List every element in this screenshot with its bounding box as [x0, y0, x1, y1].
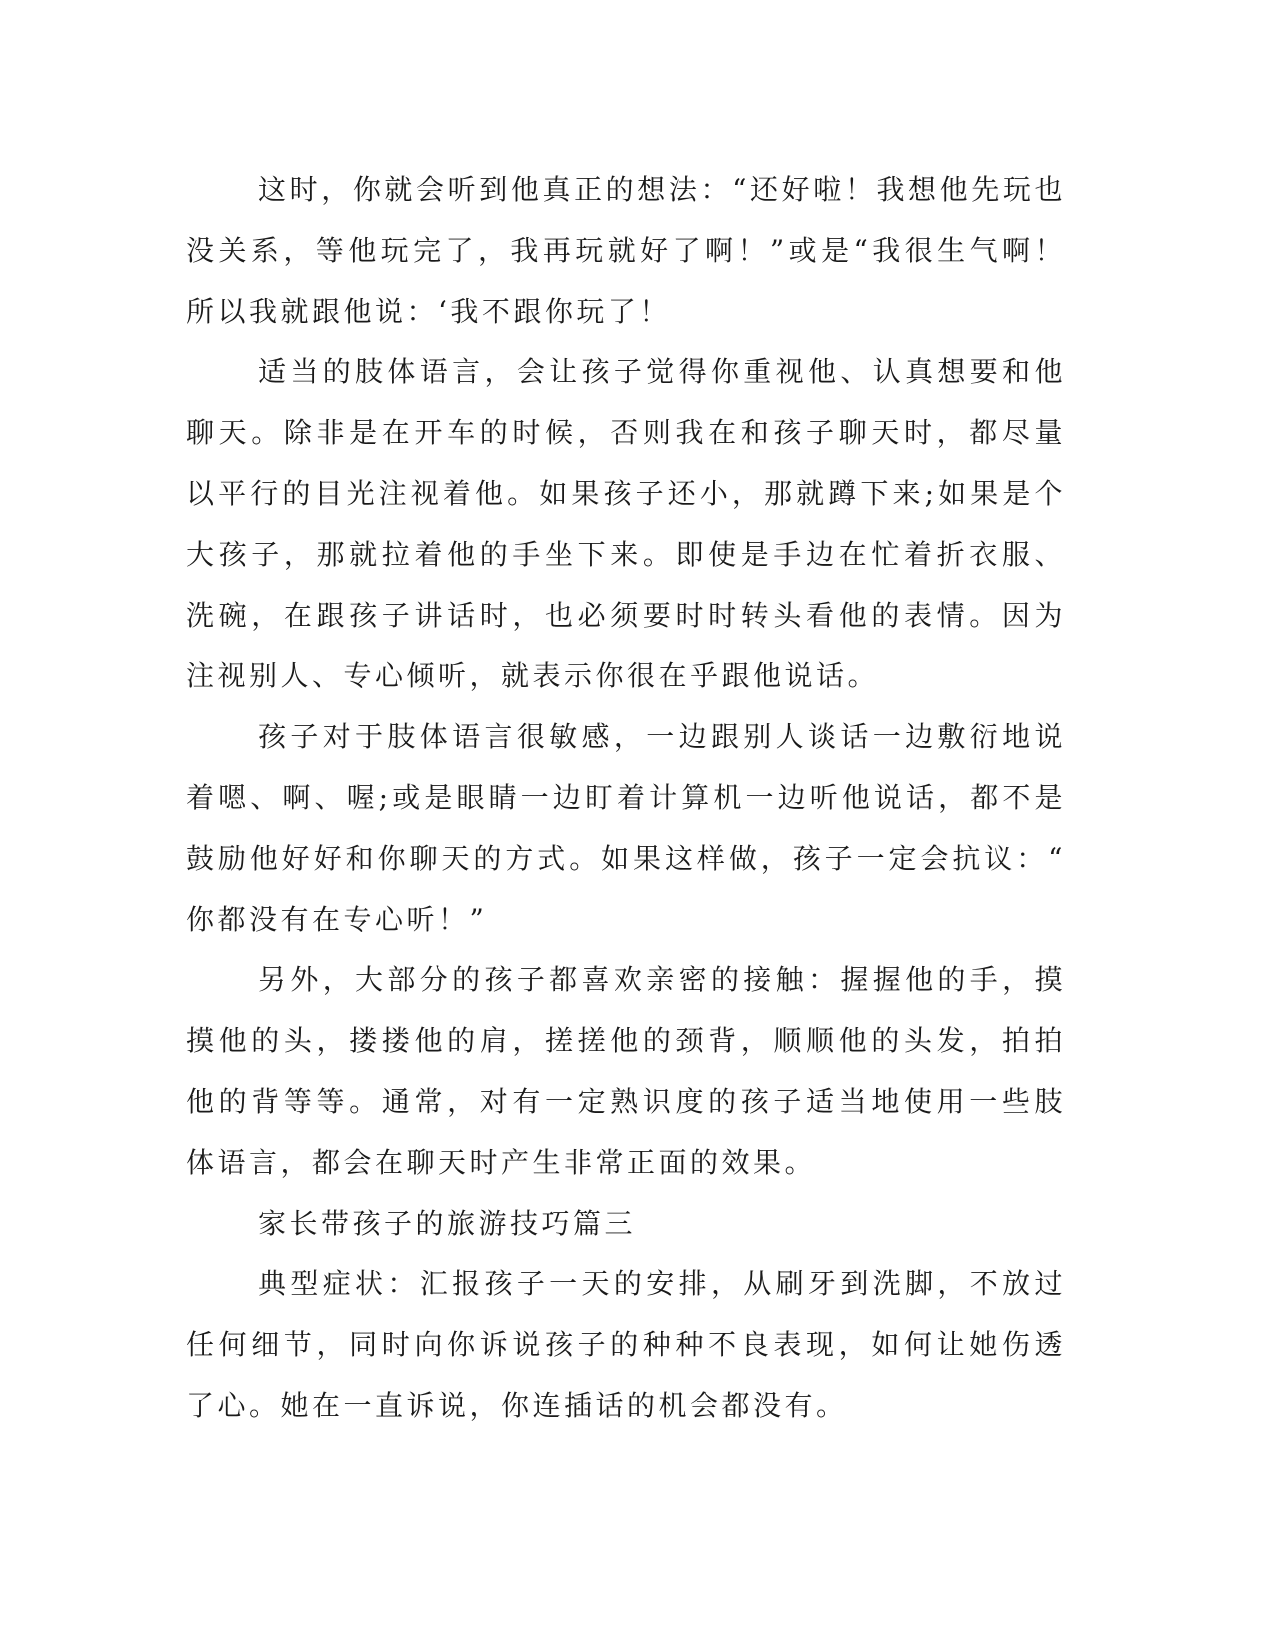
paragraph-4: 另外，大部分的孩子都喜欢亲密的接触：握握他的手，摸摸他的头，搂搂他的肩，搓搓他的颈背，顺顺他的头发，拍拍他的背等等。通常，对有一定熟识度的孩子适当地使用一些肢体语言，都会在聊天时产生非常正面的效果。 [186, 963, 1066, 1179]
section-heading: 家长带孩子的旅游技巧篇三 [258, 1206, 637, 1240]
paragraph-1: 这时，你就会听到他真正的想法：“还好啦！我想他先玩也没关系，等他玩完了，我再玩就好了啊！”或是“我很生气啊！所以我就跟他说：‘我不跟你玩了！ [186, 173, 1066, 328]
paragraph-2: 适当的肢体语言，会让孩子觉得你重视他、认真想要和他聊天。除非是在开车的时候，否则我在和孩子聊天时，都尽量以平行的目光注视着他。如果孩子还小，那就蹲下来;如果是个大孩子，那就拉着他的手坐下来。即使是手边在忙着折衣服、洗碗，在跟孩子讲话时，也必须要时时转头看他的表情。因为注视别人、专心倾听，就表示你很在乎跟他说话。 [186, 355, 1066, 693]
paragraph-3: 孩子对于肢体语言很敏感，一边跟别人谈话一边敷衍地说着嗯、啊、喔;或是眼睛一边盯着计算机一边听他说话，都不是鼓励他好好和你聊天的方式。如果这样做，孩子一定会抗议：“你都没有在专心听！” [186, 720, 1066, 936]
document-body [186, 160, 1066, 1437]
paragraph-5: 典型症状：汇报孩子一天的安排，从刷牙到洗脚，不放过任何细节，同时向你诉说孩子的种种不良表现，如何让她伤透了心。她在一直诉说，你连插话的机会都没有。 [186, 1267, 1066, 1422]
